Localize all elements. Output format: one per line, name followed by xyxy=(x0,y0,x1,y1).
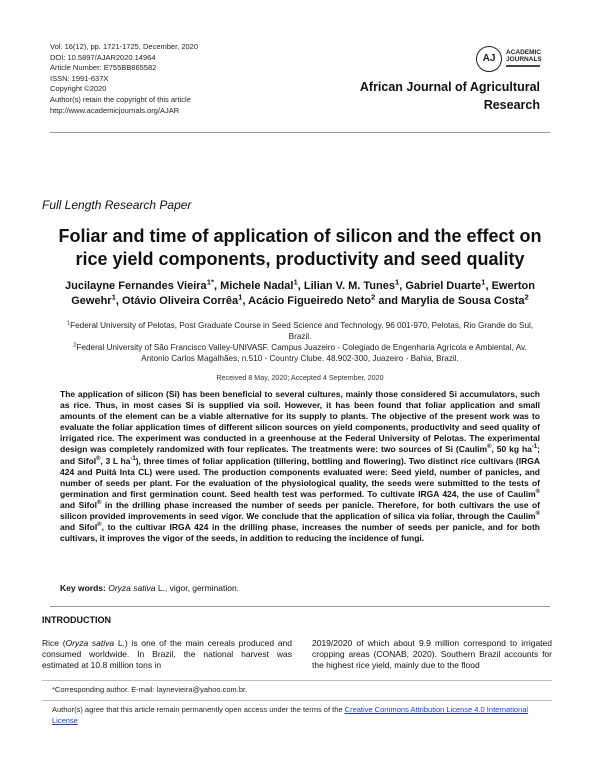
author-separator: and xyxy=(375,295,401,307)
keywords-label: Key words: xyxy=(60,583,106,593)
author-name: Otávio Oliveira Corrêa xyxy=(122,295,239,307)
author-separator: , xyxy=(399,280,406,292)
affiliation-2: $^2$Federal University of São Francisco Valley-UNIVASF. Campus Juazeiro - Colegiado de Engenharia Agrícola e Ambiental, Av. Antonio Carlos Magalhães, n.510 - Country Clube. 48.902-300, Juazeiro - Bahia, Brazil. xyxy=(73,342,527,363)
rights-statement: Author(s) retain the copyright of this article xyxy=(50,94,191,104)
doi: DOI: 10.5897/AJAR2020.14964 xyxy=(50,52,156,62)
header-divider xyxy=(50,132,550,133)
author-name: Gabriel Duarte xyxy=(405,280,482,292)
author-affiliation-mark: 1 xyxy=(481,277,486,287)
received-dates: Received 8 May, 2020; Accepted 4 September, 2020 xyxy=(216,373,384,382)
journal-name-line-1: African Journal of Agricultural xyxy=(359,80,540,94)
abstract-divider xyxy=(50,606,550,607)
keyword-species: Oryza sativa xyxy=(108,583,156,593)
logo-text xyxy=(506,49,542,63)
copyright: Copyright ©2020 xyxy=(50,84,107,94)
author-name: Jucilayne Fernandes Vieira xyxy=(65,280,207,292)
author-name: Acácio Figueiredo Neto xyxy=(248,295,372,307)
journal-url[interactable]: http://www.academicjournals.org/AJAR xyxy=(50,105,180,115)
paper-type: Full Length Research Paper xyxy=(42,198,192,212)
author-name: Ewerton Gewehr xyxy=(71,280,535,307)
author-separator: , xyxy=(115,295,122,307)
author-affiliation-mark: 1* xyxy=(206,277,214,287)
issn: ISSN: 1991-637X xyxy=(50,73,109,83)
author-list xyxy=(50,279,550,309)
author-name: Michele Nadal xyxy=(220,280,294,292)
author-separator: , xyxy=(213,280,221,292)
author-separator: , xyxy=(297,280,304,292)
corresponding-author: *Corresponding author. E-mail: laynevieira@yahoo.com.br. xyxy=(52,685,248,694)
logo-mark: AJ xyxy=(476,46,502,72)
author-affiliation-mark: 1 xyxy=(111,292,116,302)
author-name: Lilian V. M. Tunes xyxy=(303,280,395,292)
author-separator: , xyxy=(485,280,492,292)
volume-info: Vol. 16(12), pp. 1721-1725, December, 2020 xyxy=(50,42,199,51)
author-affiliation-mark: 1 xyxy=(238,292,243,302)
article-metadata xyxy=(50,42,198,116)
author-name: Marylia de Sousa Costa xyxy=(400,295,525,307)
author-affiliation-mark: 1 xyxy=(293,277,298,287)
logo-underline xyxy=(506,65,540,67)
intro-column-right: 2019/2020 of which about 9.9 million correspond to irrigated cropping areas (CONAB, 2020). Southern Brazil accounts for the highest rice yield, mainly due to the flood xyxy=(312,638,552,671)
abstract: The application of silicon (Si) has been beneficial to several cultures, mainly those considered Si accumulators, such as rice. Thus, in most cases Si is supplied via soil. However, it has been found that foliar application and small amounts of the element can be a viable alternative for its supply to plants. The objective of the present work was to evaluate the foliar application times of different silicon sources on yield components, productivity and seed quality of irrigated rice. The experiment was conducted in a greenhouse at the Federal University of Pelotas. The experimental design was completely randomized with four replicates. The treatments were: two sources of Si (Caulim®, 50 kg $ha^{-1}$; and Sifol®, 3 L $ha^{-1}$), three times of foliar application (tillering, bottling and flowering). Two distinct rice cultivars (IRGA 424 and Puitá Inta CL) were used. The production components evaluated were: Seed yield, number of panicles, and number of seeds per plant. For the evaluation of the physiological quality, the seeds were submitted to the tests of germination and first germination count. Seed health test was performed. To cultivate IRGA 424, the use of Caulim® and Sifol® in the drilling phase increased the number of seeds per panicle. Therefore, for both cultivars the use of silicon provided improvements in seed vigor. We conclude that the application of silica via foliar, through the Caulim® and Sifol®, to the cultivar IRGA 424 in the drilling phase, increases the number of seeds per panicle, and for both cultivars, it improves the vigor of the seeds, in addition to reducing the incidence of fungi. xyxy=(60,389,541,544)
license-divider xyxy=(42,700,552,701)
license-link[interactable]: Creative Commons Attribution License 4.0 International License xyxy=(52,705,529,725)
logo-line-2: JOURNALS xyxy=(506,56,542,64)
author-affiliation-mark: 2 xyxy=(524,292,529,302)
affiliations xyxy=(60,320,540,364)
paper-title: Foliar and time of application of silicon and the effect on rice yield components, productivity and seed quality xyxy=(58,226,542,269)
footnote-divider xyxy=(42,680,552,681)
journal-name-line-2: Research xyxy=(483,98,540,112)
article-number: Article Number: E755BB865582 xyxy=(50,63,157,73)
keywords xyxy=(60,583,239,593)
author-affiliation-mark: 2 xyxy=(371,292,376,302)
intro-column-left: Rice (Oryza sativa L.) is one of the main cereals produced and consumed worldwide. In Brazil, the national harvest was estimated at 10.8 million tons in xyxy=(42,638,292,671)
affiliation-1: $^1$Federal University of Pelotas, Post Graduate Course in Seed Science and Technology. 96 001-970, Pelotas, Rio Grande do Sul, Brazil. xyxy=(66,320,534,341)
section-heading-introduction: INTRODUCTION xyxy=(42,615,111,625)
license-statement: Author(s) agree that this article remain permanently open access under the terms of the Creative Commons Attribution License 4.0 International License xyxy=(52,705,529,725)
author-affiliation-mark: 1 xyxy=(394,277,400,287)
logo-line-1: ACADEMIC xyxy=(506,49,542,56)
journal-name xyxy=(360,78,540,114)
keywords-rest: L., vigor, germination. xyxy=(155,583,240,593)
author-separator: , xyxy=(242,295,249,307)
academic-journals-logo xyxy=(476,45,540,75)
